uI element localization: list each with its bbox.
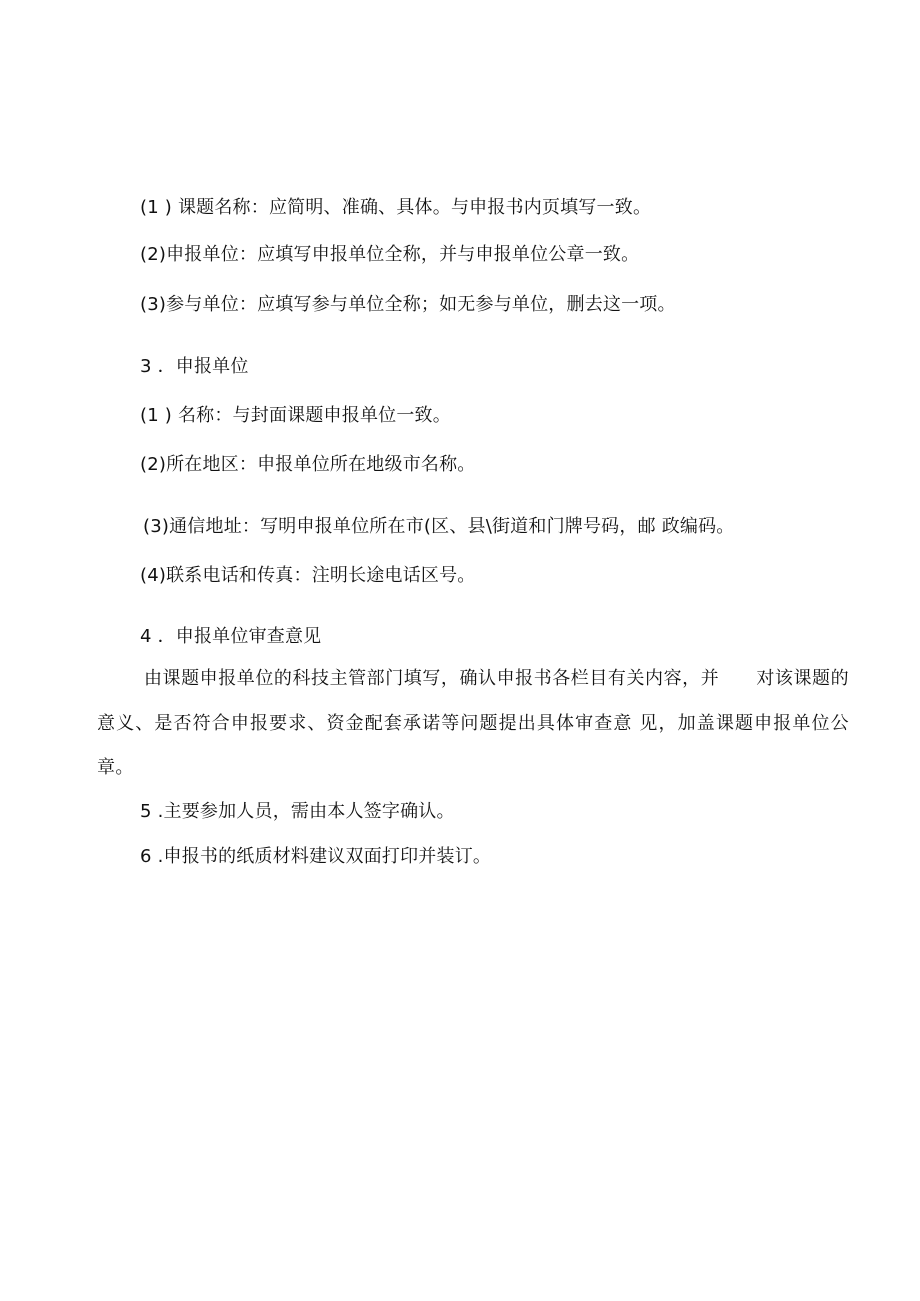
section3-heading: 3 ．申报单位 — [140, 356, 249, 377]
section2-item-3: (3)参与单位：应填写参与单位全称；如无参与单位，删去这一项。 — [140, 294, 676, 315]
section6-text: 6 .申报书的纸质材料建议双面打印并装订。 — [140, 846, 492, 867]
section3-item-4: (4)联系电话和传真：注明长途电话区号。 — [140, 565, 476, 586]
section3-item-1: (1 ) 名称：与封面课题申报单位一致。 — [140, 405, 451, 426]
section3-item-3: (3)通信地址：写明申报单位所在市(区、县\街道和门牌号码，邮 政编码。 — [143, 516, 735, 537]
section2-item-2: (2)申报单位：应填写申报单位全称，并与申报单位公章一致。 — [140, 244, 640, 265]
section2-item-1: (1 ) 课题名称：应简明、准确、具体。与申报书内页填写一致。 — [140, 197, 652, 218]
section4-body: 由课题申报单位的科技主管部门填写，确认申报书各栏目有关内容，并 对该课题的意义、是否符合申报要求、资金配套承诺等问题提出具体审查意 见，加盖课题申报单位公章。 — [97, 668, 849, 778]
section4-heading: 4 ．申报单位审查意见 — [140, 626, 322, 647]
section3-item-2: (2)所在地区：申报单位所在地级市名称。 — [140, 454, 476, 475]
section5-text: 5 .主要参加人员，需由本人签字确认。 — [140, 801, 455, 822]
